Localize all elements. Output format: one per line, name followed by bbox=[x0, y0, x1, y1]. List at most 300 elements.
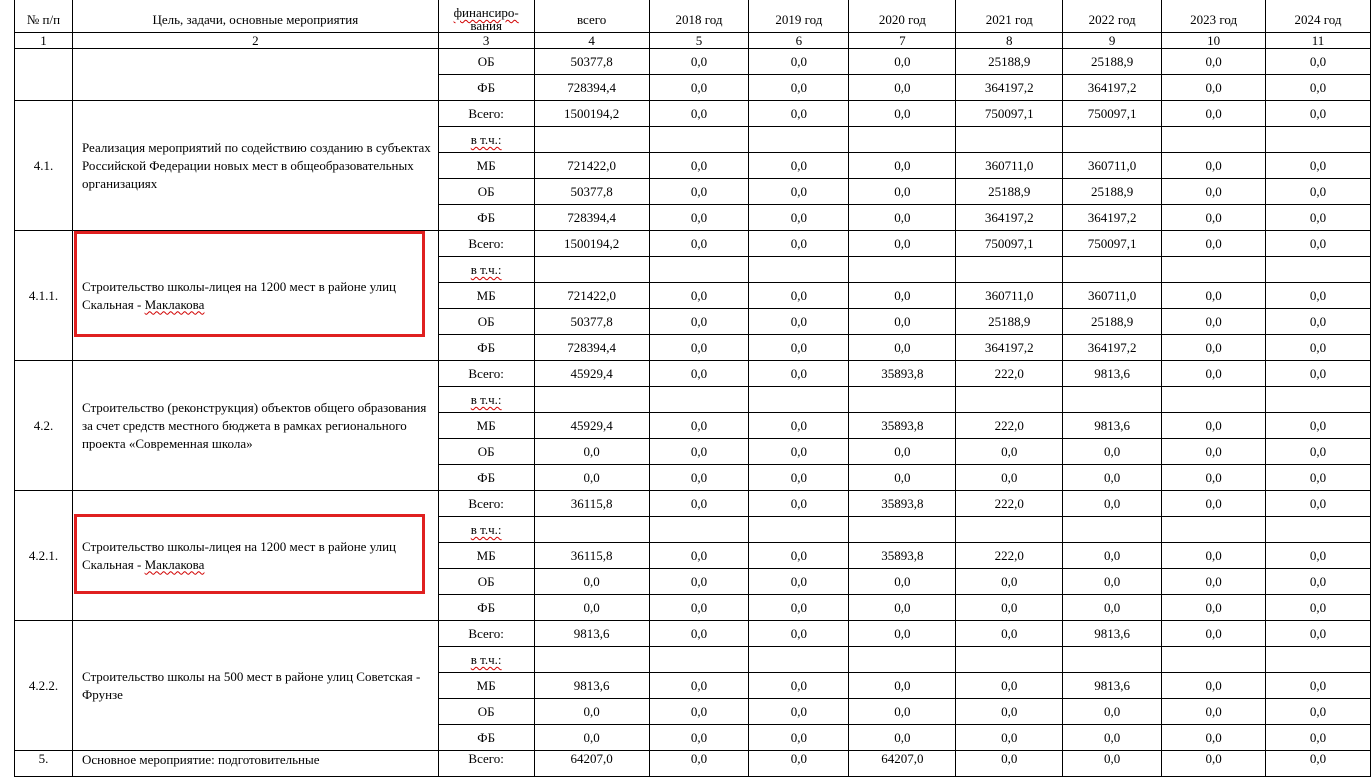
source-cell: МБ bbox=[438, 543, 534, 569]
year-value-cell bbox=[749, 127, 849, 153]
row-number-cell: 4.2.2. bbox=[15, 621, 73, 751]
year-value-cell: 25188,9 bbox=[956, 309, 1063, 335]
total-cell: 50377,8 bbox=[534, 49, 649, 75]
year-value-cell: 0,0 bbox=[956, 751, 1063, 777]
year-value-cell: 0,0 bbox=[749, 231, 849, 257]
year-value-cell: 0,0 bbox=[649, 725, 749, 751]
year-value-cell: 750097,1 bbox=[1063, 231, 1162, 257]
row-number-cell bbox=[15, 49, 73, 101]
row-number-cell: 5. bbox=[15, 751, 73, 777]
year-value-cell: 9813,6 bbox=[1063, 361, 1162, 387]
year-value-cell: 0,0 bbox=[1162, 413, 1266, 439]
year-value-cell: 0,0 bbox=[1266, 309, 1371, 335]
year-value-cell: 35893,8 bbox=[849, 543, 956, 569]
year-value-cell: 0,0 bbox=[1162, 153, 1266, 179]
year-value-cell: 0,0 bbox=[1266, 179, 1371, 205]
data-row bbox=[15, 361, 1371, 387]
year-value-cell: 222,0 bbox=[956, 491, 1063, 517]
year-value-cell: 0,0 bbox=[749, 361, 849, 387]
year-value-cell: 0,0 bbox=[1162, 231, 1266, 257]
year-value-cell: 0,0 bbox=[849, 205, 956, 231]
year-value-cell: 0,0 bbox=[649, 413, 749, 439]
year-value-cell: 0,0 bbox=[849, 283, 956, 309]
year-value-cell: 222,0 bbox=[956, 413, 1063, 439]
year-value-cell bbox=[1162, 257, 1266, 283]
year-value-cell: 0,0 bbox=[649, 595, 749, 621]
year-value-cell: 0,0 bbox=[1266, 75, 1371, 101]
year-value-cell bbox=[1266, 517, 1371, 543]
column-number: 3 bbox=[438, 33, 534, 49]
total-cell: 36115,8 bbox=[534, 543, 649, 569]
year-value-cell: 64207,0 bbox=[849, 751, 956, 777]
year-value-cell: 0,0 bbox=[1266, 205, 1371, 231]
year-value-cell bbox=[956, 647, 1063, 673]
year-value-cell: 0,0 bbox=[849, 231, 956, 257]
data-row bbox=[15, 751, 1371, 777]
year-value-cell: 0,0 bbox=[1266, 465, 1371, 491]
year-value-cell: 0,0 bbox=[649, 569, 749, 595]
year-value-cell: 364197,2 bbox=[956, 75, 1063, 101]
year-value-cell: 0,0 bbox=[1063, 439, 1162, 465]
year-value-cell: 0,0 bbox=[1063, 699, 1162, 725]
year-value-cell: 0,0 bbox=[1162, 361, 1266, 387]
year-value-cell: 0,0 bbox=[1162, 751, 1266, 777]
year-value-cell: 364197,2 bbox=[956, 205, 1063, 231]
year-value-cell: 25188,9 bbox=[956, 49, 1063, 75]
year-value-cell: 0,0 bbox=[749, 491, 849, 517]
total-cell: 728394,4 bbox=[534, 75, 649, 101]
year-value-cell: 0,0 bbox=[749, 49, 849, 75]
year-value-cell: 0,0 bbox=[1266, 335, 1371, 361]
year-value-cell: 0,0 bbox=[1063, 569, 1162, 595]
source-cell: МБ bbox=[438, 283, 534, 309]
year-value-cell: 750097,1 bbox=[956, 101, 1063, 127]
year-value-cell: 0,0 bbox=[956, 439, 1063, 465]
year-value-cell: 0,0 bbox=[649, 751, 749, 777]
year-value-cell: 222,0 bbox=[956, 361, 1063, 387]
total-cell bbox=[534, 517, 649, 543]
year-value-cell bbox=[849, 517, 956, 543]
total-cell: 9813,6 bbox=[534, 673, 649, 699]
year-value-cell: 0,0 bbox=[749, 439, 849, 465]
header-row bbox=[15, 0, 1371, 33]
total-cell: 0,0 bbox=[534, 465, 649, 491]
year-value-cell: 0,0 bbox=[649, 439, 749, 465]
source-cell: МБ bbox=[438, 153, 534, 179]
total-cell: 0,0 bbox=[534, 595, 649, 621]
year-value-cell bbox=[749, 647, 849, 673]
source-cell: ОБ bbox=[438, 439, 534, 465]
year-value-cell: 0,0 bbox=[749, 153, 849, 179]
column-number: 7 bbox=[849, 33, 956, 49]
year-value-cell: 0,0 bbox=[1266, 699, 1371, 725]
year-value-cell: 0,0 bbox=[849, 673, 956, 699]
year-value-cell: 364197,2 bbox=[1063, 75, 1162, 101]
header-year: 2020 год bbox=[849, 0, 956, 33]
year-value-cell: 0,0 bbox=[649, 49, 749, 75]
year-value-cell: 0,0 bbox=[749, 751, 849, 777]
year-value-cell bbox=[1266, 257, 1371, 283]
header-source-part2: вания bbox=[470, 18, 502, 33]
year-value-cell: 0,0 bbox=[1162, 101, 1266, 127]
year-value-cell bbox=[956, 127, 1063, 153]
total-cell: 721422,0 bbox=[534, 283, 649, 309]
year-value-cell bbox=[749, 387, 849, 413]
source-cell: МБ bbox=[438, 413, 534, 439]
year-value-cell: 0,0 bbox=[1162, 491, 1266, 517]
year-value-cell bbox=[849, 647, 956, 673]
year-value-cell: 0,0 bbox=[749, 101, 849, 127]
source-cell: Всего: bbox=[438, 101, 534, 127]
source-label: в т.ч.: bbox=[470, 262, 502, 277]
source-cell: ОБ bbox=[438, 179, 534, 205]
year-value-cell: 0,0 bbox=[1162, 621, 1266, 647]
year-value-cell: 0,0 bbox=[1266, 491, 1371, 517]
header-total: всего bbox=[534, 0, 649, 33]
total-cell: 64207,0 bbox=[534, 751, 649, 777]
year-value-cell bbox=[649, 647, 749, 673]
year-value-cell: 0,0 bbox=[649, 543, 749, 569]
year-value-cell bbox=[956, 517, 1063, 543]
year-value-cell: 0,0 bbox=[1266, 231, 1371, 257]
data-row bbox=[15, 231, 1371, 257]
total-cell: 1500194,2 bbox=[534, 101, 649, 127]
year-value-cell: 0,0 bbox=[1162, 49, 1266, 75]
year-value-cell: 0,0 bbox=[1162, 673, 1266, 699]
year-value-cell: 0,0 bbox=[649, 153, 749, 179]
year-value-cell: 0,0 bbox=[956, 673, 1063, 699]
total-cell bbox=[534, 387, 649, 413]
row-number-cell: 4.2. bbox=[15, 361, 73, 491]
total-cell: 9813,6 bbox=[534, 621, 649, 647]
year-value-cell: 364197,2 bbox=[1063, 335, 1162, 361]
year-value-cell: 0,0 bbox=[956, 725, 1063, 751]
header-no: № п/п bbox=[15, 0, 73, 33]
source-cell bbox=[438, 517, 534, 543]
year-value-cell: 0,0 bbox=[749, 205, 849, 231]
source-cell: Всего: bbox=[438, 621, 534, 647]
year-value-cell: 0,0 bbox=[849, 595, 956, 621]
year-value-cell bbox=[849, 127, 956, 153]
source-label: в т.ч.: bbox=[470, 132, 502, 147]
year-value-cell: 0,0 bbox=[849, 309, 956, 335]
header-source-part1: финансиро- bbox=[453, 5, 519, 20]
year-value-cell: 0,0 bbox=[1063, 543, 1162, 569]
source-label: в т.ч.: bbox=[470, 522, 502, 537]
financing-table bbox=[14, 0, 1371, 777]
year-value-cell bbox=[849, 387, 956, 413]
year-value-cell bbox=[649, 127, 749, 153]
year-value-cell bbox=[1162, 517, 1266, 543]
row-number-cell: 4.1.1. bbox=[15, 231, 73, 361]
year-value-cell: 0,0 bbox=[1162, 699, 1266, 725]
header-source bbox=[438, 0, 534, 33]
year-value-cell: 0,0 bbox=[1266, 361, 1371, 387]
year-value-cell: 0,0 bbox=[849, 569, 956, 595]
source-cell: Всего: bbox=[438, 751, 534, 777]
year-value-cell: 25188,9 bbox=[1063, 309, 1162, 335]
year-value-cell bbox=[749, 257, 849, 283]
source-cell: Всего: bbox=[438, 491, 534, 517]
source-cell: ОБ bbox=[438, 309, 534, 335]
year-value-cell: 25188,9 bbox=[956, 179, 1063, 205]
year-value-cell: 0,0 bbox=[649, 75, 749, 101]
year-value-cell: 0,0 bbox=[749, 569, 849, 595]
year-value-cell: 0,0 bbox=[849, 75, 956, 101]
year-value-cell: 0,0 bbox=[956, 621, 1063, 647]
year-value-cell bbox=[649, 257, 749, 283]
year-value-cell: 0,0 bbox=[649, 283, 749, 309]
year-value-cell: 0,0 bbox=[849, 153, 956, 179]
year-value-cell: 9813,6 bbox=[1063, 673, 1162, 699]
year-value-cell bbox=[749, 517, 849, 543]
year-value-cell: 0,0 bbox=[1266, 621, 1371, 647]
year-value-cell: 0,0 bbox=[1063, 725, 1162, 751]
total-cell: 45929,4 bbox=[534, 413, 649, 439]
year-value-cell: 0,0 bbox=[749, 673, 849, 699]
year-value-cell: 0,0 bbox=[1162, 179, 1266, 205]
year-value-cell: 0,0 bbox=[749, 413, 849, 439]
year-value-cell: 0,0 bbox=[1162, 335, 1266, 361]
year-value-cell bbox=[1162, 127, 1266, 153]
year-value-cell: 0,0 bbox=[849, 439, 956, 465]
column-number: 2 bbox=[72, 33, 438, 49]
year-value-cell: 222,0 bbox=[956, 543, 1063, 569]
source-cell: ОБ bbox=[438, 699, 534, 725]
year-value-cell: 360711,0 bbox=[956, 283, 1063, 309]
year-value-cell: 0,0 bbox=[1266, 153, 1371, 179]
description-cell: Реализация мероприятий по содействию созданию в субъектах Российской Федерации новых мест в общеобразовательных организациях bbox=[72, 101, 438, 231]
total-cell: 0,0 bbox=[534, 439, 649, 465]
year-value-cell: 0,0 bbox=[749, 621, 849, 647]
total-cell bbox=[534, 257, 649, 283]
data-row bbox=[15, 491, 1371, 517]
column-number: 9 bbox=[1063, 33, 1162, 49]
total-cell bbox=[534, 647, 649, 673]
description-text: Строительство школы-лицея на 1200 мест в районе улиц Скальная - bbox=[81, 538, 396, 572]
year-value-cell: 9813,6 bbox=[1063, 413, 1162, 439]
year-value-cell: 0,0 bbox=[649, 621, 749, 647]
year-value-cell: 0,0 bbox=[1266, 101, 1371, 127]
year-value-cell: 0,0 bbox=[849, 465, 956, 491]
column-number: 8 bbox=[956, 33, 1063, 49]
header-year: 2018 год bbox=[649, 0, 749, 33]
year-value-cell: 0,0 bbox=[1266, 725, 1371, 751]
year-value-cell: 0,0 bbox=[1162, 595, 1266, 621]
year-value-cell: 35893,8 bbox=[849, 413, 956, 439]
total-cell bbox=[534, 127, 649, 153]
column-number: 10 bbox=[1162, 33, 1266, 49]
source-cell: ФБ bbox=[438, 595, 534, 621]
year-value-cell: 360711,0 bbox=[956, 153, 1063, 179]
year-value-cell: 0,0 bbox=[956, 595, 1063, 621]
year-value-cell: 750097,1 bbox=[1063, 101, 1162, 127]
year-value-cell: 0,0 bbox=[956, 465, 1063, 491]
year-value-cell: 0,0 bbox=[1162, 283, 1266, 309]
total-cell: 0,0 bbox=[534, 725, 649, 751]
year-value-cell: 0,0 bbox=[749, 725, 849, 751]
data-row bbox=[15, 49, 1371, 75]
year-value-cell: 0,0 bbox=[1063, 751, 1162, 777]
year-value-cell: 0,0 bbox=[849, 725, 956, 751]
column-number-row bbox=[15, 33, 1371, 49]
year-value-cell: 0,0 bbox=[649, 309, 749, 335]
total-cell: 50377,8 bbox=[534, 309, 649, 335]
header-year: 2021 год bbox=[956, 0, 1063, 33]
year-value-cell: 0,0 bbox=[649, 361, 749, 387]
description-text: Строительство школы-лицея на 1200 мест в районе улиц Скальная - bbox=[81, 278, 396, 312]
year-value-cell: 0,0 bbox=[1266, 49, 1371, 75]
year-value-cell bbox=[1162, 647, 1266, 673]
year-value-cell: 0,0 bbox=[649, 231, 749, 257]
year-value-cell: 0,0 bbox=[956, 569, 1063, 595]
year-value-cell: 364197,2 bbox=[1063, 205, 1162, 231]
description-squiggle-word: Маклакова bbox=[144, 296, 205, 312]
year-value-cell: 0,0 bbox=[1266, 439, 1371, 465]
header-year: 2022 год bbox=[1063, 0, 1162, 33]
year-value-cell bbox=[1063, 127, 1162, 153]
year-value-cell: 0,0 bbox=[649, 699, 749, 725]
year-value-cell: 0,0 bbox=[1266, 673, 1371, 699]
year-value-cell bbox=[649, 517, 749, 543]
year-value-cell: 0,0 bbox=[1162, 205, 1266, 231]
year-value-cell: 0,0 bbox=[649, 179, 749, 205]
year-value-cell bbox=[1063, 517, 1162, 543]
year-value-cell: 0,0 bbox=[649, 673, 749, 699]
year-value-cell: 0,0 bbox=[649, 491, 749, 517]
year-value-cell: 9813,6 bbox=[1063, 621, 1162, 647]
total-cell: 0,0 bbox=[534, 569, 649, 595]
year-value-cell: 0,0 bbox=[1162, 543, 1266, 569]
header-year: 2019 год bbox=[749, 0, 849, 33]
year-value-cell bbox=[1266, 387, 1371, 413]
year-value-cell: 0,0 bbox=[1266, 543, 1371, 569]
source-cell bbox=[438, 127, 534, 153]
year-value-cell: 0,0 bbox=[1162, 75, 1266, 101]
year-value-cell: 0,0 bbox=[749, 465, 849, 491]
year-value-cell: 364197,2 bbox=[956, 335, 1063, 361]
year-value-cell: 0,0 bbox=[749, 179, 849, 205]
source-cell bbox=[438, 647, 534, 673]
year-value-cell: 0,0 bbox=[849, 621, 956, 647]
total-cell: 728394,4 bbox=[534, 335, 649, 361]
year-value-cell bbox=[849, 257, 956, 283]
row-number-cell: 4.1. bbox=[15, 101, 73, 231]
total-cell: 0,0 bbox=[534, 699, 649, 725]
year-value-cell bbox=[1266, 127, 1371, 153]
year-value-cell: 0,0 bbox=[1063, 491, 1162, 517]
year-value-cell: 0,0 bbox=[1162, 465, 1266, 491]
header-year: 2024 год bbox=[1266, 0, 1371, 33]
year-value-cell: 0,0 bbox=[1063, 595, 1162, 621]
year-value-cell: 0,0 bbox=[1162, 725, 1266, 751]
description-cell bbox=[72, 491, 438, 621]
year-value-cell bbox=[1162, 387, 1266, 413]
document-table-wrapper bbox=[14, 0, 1371, 777]
year-value-cell: 0,0 bbox=[849, 179, 956, 205]
year-value-cell bbox=[956, 257, 1063, 283]
total-cell: 721422,0 bbox=[534, 153, 649, 179]
year-value-cell: 0,0 bbox=[1162, 569, 1266, 595]
row-number-cell: 4.2.1. bbox=[15, 491, 73, 621]
year-value-cell: 0,0 bbox=[649, 205, 749, 231]
description-cell bbox=[72, 49, 438, 101]
data-row bbox=[15, 101, 1371, 127]
year-value-cell: 0,0 bbox=[1162, 439, 1266, 465]
source-cell: Всего: bbox=[438, 231, 534, 257]
source-cell: ОБ bbox=[438, 49, 534, 75]
year-value-cell: 0,0 bbox=[1162, 309, 1266, 335]
year-value-cell: 360711,0 bbox=[1063, 283, 1162, 309]
year-value-cell: 0,0 bbox=[749, 595, 849, 621]
header-goal: Цель, задачи, основные мероприятия bbox=[72, 0, 438, 33]
year-value-cell: 35893,8 bbox=[849, 491, 956, 517]
year-value-cell: 0,0 bbox=[749, 309, 849, 335]
source-cell: ФБ bbox=[438, 335, 534, 361]
description-cell: Строительство (реконструкция) объектов общего образования за счет средств местного бюджета в рамках регионального проекта «Современная школа» bbox=[72, 361, 438, 491]
total-cell: 36115,8 bbox=[534, 491, 649, 517]
year-value-cell: 0,0 bbox=[1063, 465, 1162, 491]
source-cell: Всего: bbox=[438, 361, 534, 387]
source-cell: ФБ bbox=[438, 465, 534, 491]
year-value-cell: 0,0 bbox=[749, 75, 849, 101]
year-value-cell: 0,0 bbox=[749, 543, 849, 569]
year-value-cell: 0,0 bbox=[849, 49, 956, 75]
year-value-cell: 0,0 bbox=[1266, 283, 1371, 309]
year-value-cell: 0,0 bbox=[649, 465, 749, 491]
year-value-cell bbox=[1063, 257, 1162, 283]
column-number: 5 bbox=[649, 33, 749, 49]
year-value-cell: 0,0 bbox=[1266, 569, 1371, 595]
year-value-cell: 25188,9 bbox=[1063, 179, 1162, 205]
total-cell: 1500194,2 bbox=[534, 231, 649, 257]
source-cell bbox=[438, 387, 534, 413]
source-cell: МБ bbox=[438, 673, 534, 699]
year-value-cell: 25188,9 bbox=[1063, 49, 1162, 75]
source-cell: ФБ bbox=[438, 205, 534, 231]
year-value-cell: 0,0 bbox=[649, 101, 749, 127]
year-value-cell: 0,0 bbox=[849, 699, 956, 725]
column-number: 4 bbox=[534, 33, 649, 49]
year-value-cell bbox=[1063, 387, 1162, 413]
column-number: 1 bbox=[15, 33, 73, 49]
year-value-cell bbox=[956, 387, 1063, 413]
source-label: в т.ч.: bbox=[470, 392, 502, 407]
year-value-cell: 360711,0 bbox=[1063, 153, 1162, 179]
column-number: 11 bbox=[1266, 33, 1371, 49]
year-value-cell: 0,0 bbox=[956, 699, 1063, 725]
description-squiggle-word: Маклакова bbox=[144, 556, 205, 572]
column-number: 6 bbox=[749, 33, 849, 49]
header-year: 2023 год bbox=[1162, 0, 1266, 33]
source-label: в т.ч.: bbox=[470, 652, 502, 667]
year-value-cell: 0,0 bbox=[649, 335, 749, 361]
source-cell bbox=[438, 257, 534, 283]
year-value-cell: 0,0 bbox=[749, 335, 849, 361]
year-value-cell: 0,0 bbox=[849, 335, 956, 361]
year-value-cell: 35893,8 bbox=[849, 361, 956, 387]
data-row bbox=[15, 621, 1371, 647]
source-cell: ОБ bbox=[438, 569, 534, 595]
year-value-cell: 0,0 bbox=[749, 699, 849, 725]
year-value-cell bbox=[1266, 647, 1371, 673]
year-value-cell bbox=[1063, 647, 1162, 673]
year-value-cell bbox=[649, 387, 749, 413]
year-value-cell: 0,0 bbox=[1266, 595, 1371, 621]
source-cell: ФБ bbox=[438, 75, 534, 101]
total-cell: 50377,8 bbox=[534, 179, 649, 205]
year-value-cell: 750097,1 bbox=[956, 231, 1063, 257]
